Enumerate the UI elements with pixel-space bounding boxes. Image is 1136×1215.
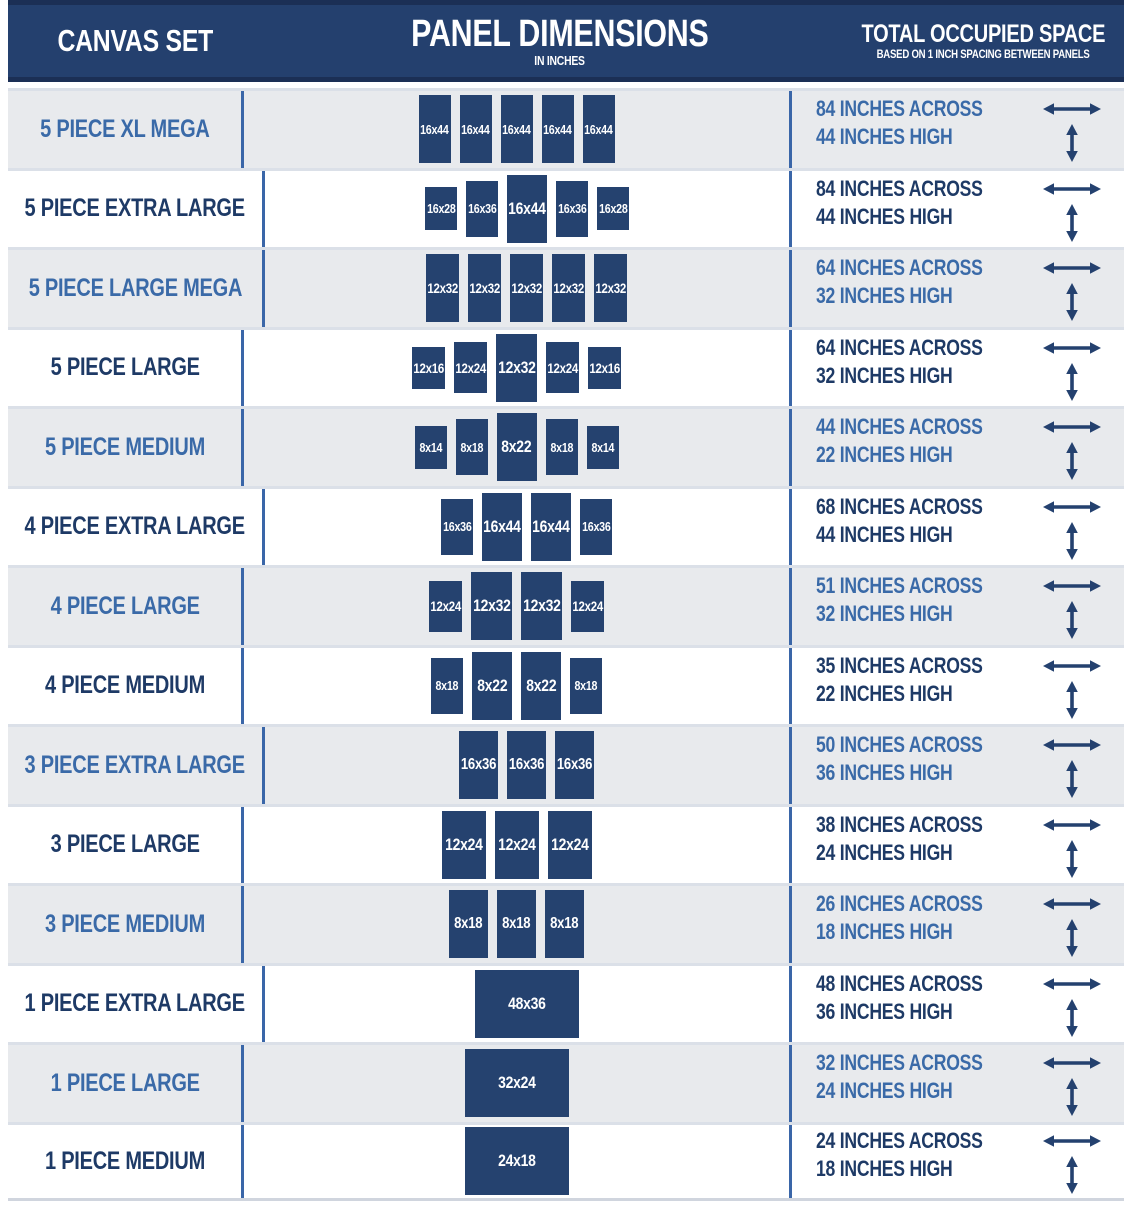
across-text: 50 INCHES ACROSS <box>815 732 983 758</box>
canvas-panel <box>497 890 536 958</box>
panel-size-label: 12x24 <box>497 834 536 854</box>
canvas-panel <box>501 95 533 163</box>
canvas-panel <box>594 254 627 322</box>
panel-size-label: 12x32 <box>511 280 543 297</box>
table-row <box>8 883 1124 963</box>
panel-size-label: 12x16 <box>589 359 620 376</box>
vertical-arrow-icon <box>1024 1156 1120 1194</box>
high-text: 36 INCHES HIGH <box>815 998 953 1024</box>
canvas-panel <box>465 1127 569 1195</box>
across-text: 84 INCHES ACROSS <box>815 175 983 201</box>
canvas-panel <box>441 499 473 555</box>
across-text: 51 INCHES ACROSS <box>815 573 983 599</box>
high-text: 24 INCHES HIGH <box>815 839 953 865</box>
vertical-arrow-icon <box>1024 840 1120 878</box>
row-label: 1 PIECE MEDIUM <box>44 1146 205 1175</box>
table-row <box>8 486 1124 566</box>
across-text: 84 INCHES ACROSS <box>815 96 983 122</box>
canvas-panel <box>465 1049 569 1117</box>
row-label: 4 PIECE LARGE <box>50 591 200 620</box>
row-label: 5 PIECE XL MEGA <box>40 114 210 143</box>
vertical-arrow-icon <box>1024 124 1120 162</box>
table-row <box>8 645 1124 725</box>
vertical-arrow-icon <box>1024 363 1120 401</box>
panel-size-label: 8x22 <box>477 675 508 695</box>
canvas-panel <box>510 254 543 322</box>
canvas-panel <box>497 413 537 481</box>
occupied-space-cell <box>789 886 1124 963</box>
panel-area <box>241 409 788 486</box>
table-row <box>8 247 1124 327</box>
table-row <box>8 1042 1124 1122</box>
panel-size-label: 8x18 <box>454 915 483 933</box>
panel-size-label: 16x36 <box>509 756 545 774</box>
panel-size-label: 16x44 <box>532 516 571 536</box>
panel-size-label: 16x36 <box>557 201 587 217</box>
size-chart <box>8 0 1124 1201</box>
horizontal-arrow-icon <box>1024 494 1120 520</box>
high-text: 44 INCHES HIGH <box>815 203 953 229</box>
canvas-panel <box>571 581 604 632</box>
row-label-cell <box>8 489 262 566</box>
panel-size-label: 8x18 <box>460 439 483 455</box>
total-space-subtitle: BASED ON 1 INCH SPACING BETWEEN PANELS <box>877 47 1090 61</box>
panel-size-label: 8x18 <box>550 439 573 455</box>
row-label: 1 PIECE EXTRA LARGE <box>24 989 246 1018</box>
panel-size-label: 8x18 <box>574 678 598 694</box>
panel-size-label: 16x44 <box>584 121 613 137</box>
panel-size-label: 12x16 <box>413 359 444 376</box>
canvas-panel <box>548 811 592 879</box>
canvas-panel <box>587 426 619 469</box>
column-header-panel-dimensions <box>262 5 857 77</box>
canvas-panel <box>426 254 459 322</box>
panel-area <box>262 489 789 566</box>
row-label: 5 PIECE MEDIUM <box>44 432 205 461</box>
canvas-panel <box>442 811 486 879</box>
canvas-panel <box>425 187 457 230</box>
occupied-space-cell <box>789 409 1124 486</box>
row-label: 5 PIECE LARGE MEGA <box>28 273 242 302</box>
vertical-arrow-icon <box>1024 760 1120 798</box>
vertical-arrow-icon <box>1024 919 1120 957</box>
panel-size-label: 12x24 <box>550 834 589 854</box>
panel-area <box>262 171 789 248</box>
panel-size-label: 12x32 <box>522 596 561 616</box>
occupied-space-cell <box>789 1125 1124 1199</box>
panel-size-label: 16x36 <box>467 201 497 217</box>
panel-size-label: 8x22 <box>501 437 532 457</box>
row-label-cell <box>8 250 262 327</box>
panel-size-label: 8x22 <box>526 675 557 695</box>
vertical-arrow-icon <box>1024 522 1120 560</box>
canvas-panel <box>471 572 512 640</box>
canvas-panel <box>495 811 539 879</box>
high-text: 44 INCHES HIGH <box>815 521 953 547</box>
horizontal-arrow-icon <box>1024 1050 1120 1076</box>
panel-size-label: 16x44 <box>483 516 522 536</box>
canvas-panel <box>460 95 492 163</box>
panel-size-label: 12x32 <box>427 280 459 297</box>
panel-size-label: 32x24 <box>497 1073 536 1093</box>
panel-size-label: 16x44 <box>502 121 531 137</box>
across-text: 68 INCHES ACROSS <box>815 493 983 519</box>
vertical-arrow-icon <box>1024 999 1120 1037</box>
table-header <box>8 0 1124 82</box>
canvas-panel <box>570 658 602 714</box>
panel-size-label: 16x36 <box>443 519 472 535</box>
row-label-cell <box>8 966 262 1043</box>
panel-size-label: 8x14 <box>591 439 614 455</box>
panel-size-label: 12x32 <box>553 280 585 297</box>
across-text: 64 INCHES ACROSS <box>815 255 983 281</box>
panel-size-label: 8x18 <box>550 915 579 933</box>
panel-area <box>241 648 788 725</box>
row-label-cell <box>8 727 262 804</box>
panel-area <box>241 1045 788 1122</box>
row-label-cell <box>8 409 241 486</box>
horizontal-arrow-icon <box>1024 573 1120 599</box>
table-body <box>8 88 1124 1201</box>
high-text: 18 INCHES HIGH <box>815 1156 953 1182</box>
vertical-arrow-icon <box>1024 204 1120 242</box>
table-row <box>8 88 1124 168</box>
panel-size-label: 12x24 <box>547 359 578 376</box>
panel-size-label: 12x24 <box>572 598 603 615</box>
occupied-space-cell <box>789 1045 1124 1122</box>
canvas-panel <box>521 652 561 720</box>
canvas-panel <box>466 181 498 237</box>
vertical-arrow-icon <box>1024 1078 1120 1116</box>
row-label: 5 PIECE EXTRA LARGE <box>24 194 246 223</box>
canvas-panel <box>449 890 488 958</box>
panel-area <box>241 330 788 407</box>
panel-size-label: 16x28 <box>426 201 456 217</box>
column-header-canvas-set <box>8 5 262 77</box>
panel-size-label: 16x44 <box>508 198 546 218</box>
vertical-arrow-icon <box>1024 601 1120 639</box>
canvas-panel <box>580 499 612 555</box>
panel-size-label: 12x32 <box>497 357 536 377</box>
panel-size-label: 12x32 <box>595 280 627 297</box>
panel-size-label: 16x36 <box>461 756 497 774</box>
table-row <box>8 565 1124 645</box>
horizontal-arrow-icon <box>1024 891 1120 917</box>
vertical-arrow-icon <box>1024 283 1120 321</box>
across-text: 48 INCHES ACROSS <box>815 970 983 996</box>
occupied-space-cell <box>789 807 1124 884</box>
row-label-cell <box>8 648 241 725</box>
table-row <box>8 327 1124 407</box>
occupied-space-cell <box>789 171 1124 248</box>
panel-size-label: 16x28 <box>598 201 628 217</box>
canvas-panel <box>472 652 512 720</box>
canvas-panel <box>454 342 487 393</box>
panel-area <box>241 568 788 645</box>
horizontal-arrow-icon <box>1024 414 1120 440</box>
table-row <box>8 406 1124 486</box>
occupied-space-cell <box>789 250 1124 327</box>
canvas-panel <box>431 658 463 714</box>
canvas-panel <box>546 342 579 393</box>
panel-area <box>262 727 789 804</box>
panel-size-label: 16x44 <box>420 121 449 137</box>
high-text: 18 INCHES HIGH <box>815 919 953 945</box>
row-label-cell <box>8 171 262 248</box>
row-label: 1 PIECE LARGE <box>50 1068 200 1097</box>
across-text: 26 INCHES ACROSS <box>815 891 983 917</box>
row-label-cell <box>8 91 241 168</box>
canvas-panel <box>482 493 522 561</box>
canvas-panel <box>597 187 629 230</box>
across-text: 35 INCHES ACROSS <box>815 652 983 678</box>
canvas-panel <box>521 572 562 640</box>
vertical-arrow-icon <box>1024 442 1120 480</box>
canvas-panel <box>415 426 447 469</box>
panel-area <box>241 886 788 963</box>
panel-size-label: 16x36 <box>557 756 593 774</box>
panel-size-label: 12x24 <box>455 359 486 376</box>
across-text: 38 INCHES ACROSS <box>815 811 983 837</box>
panel-size-label: 12x32 <box>469 280 501 297</box>
panel-size-label: 16x44 <box>461 121 490 137</box>
horizontal-arrow-icon <box>1024 971 1120 997</box>
panel-area <box>262 966 789 1043</box>
canvas-panel <box>555 731 594 799</box>
table-row <box>8 963 1124 1043</box>
row-label: 4 PIECE MEDIUM <box>44 671 205 700</box>
high-text: 32 INCHES HIGH <box>815 601 953 627</box>
row-label-cell <box>8 886 241 963</box>
canvas-panel <box>412 347 445 389</box>
table-row <box>8 1122 1124 1202</box>
panel-size-label: 8x18 <box>502 915 531 933</box>
occupied-space-cell <box>789 966 1124 1043</box>
table-row <box>8 724 1124 804</box>
canvas-set-title: CANVAS SET <box>57 23 213 58</box>
horizontal-arrow-icon <box>1024 96 1120 122</box>
row-label: 4 PIECE EXTRA LARGE <box>24 512 246 541</box>
high-text: 32 INCHES HIGH <box>815 362 953 388</box>
panel-size-label: 12x32 <box>472 596 511 616</box>
canvas-panel <box>556 181 588 237</box>
panel-size-label: 8x18 <box>435 678 459 694</box>
panel-size-label: 12x24 <box>444 834 483 854</box>
panel-dimensions-title: PANEL DIMENSIONS <box>410 12 709 55</box>
panel-area <box>241 1125 788 1199</box>
row-label: 3 PIECE EXTRA LARGE <box>24 750 246 779</box>
occupied-space-cell <box>789 489 1124 566</box>
row-label-cell <box>8 568 241 645</box>
canvas-panel <box>552 254 585 322</box>
canvas-panel <box>545 890 584 958</box>
canvas-panel <box>507 175 547 243</box>
row-label: 3 PIECE MEDIUM <box>44 909 205 938</box>
panel-size-label: 48x36 <box>508 993 546 1013</box>
occupied-space-cell <box>789 91 1124 168</box>
panel-area <box>241 91 788 168</box>
canvas-panel <box>507 731 546 799</box>
row-label-cell <box>8 1125 241 1199</box>
occupied-space-cell <box>789 330 1124 407</box>
high-text: 22 INCHES HIGH <box>815 442 953 468</box>
horizontal-arrow-icon <box>1024 653 1120 679</box>
canvas-panel <box>496 334 537 402</box>
high-text: 36 INCHES HIGH <box>815 760 953 786</box>
table-row <box>8 804 1124 884</box>
canvas-panel <box>468 254 501 322</box>
row-label: 3 PIECE LARGE <box>50 830 200 859</box>
high-text: 24 INCHES HIGH <box>815 1078 953 1104</box>
panel-size-label: 16x36 <box>582 519 611 535</box>
canvas-panel <box>542 95 574 163</box>
occupied-space-cell <box>789 568 1124 645</box>
high-text: 22 INCHES HIGH <box>815 680 953 706</box>
across-text: 44 INCHES ACROSS <box>815 414 983 440</box>
panel-size-label: 16x44 <box>543 121 572 137</box>
total-space-title: TOTAL OCCUPIED SPACE <box>861 20 1106 48</box>
panel-area <box>262 250 789 327</box>
horizontal-arrow-icon <box>1024 732 1120 758</box>
occupied-space-cell <box>789 648 1124 725</box>
canvas-panel <box>429 581 462 632</box>
across-text: 64 INCHES ACROSS <box>815 334 983 360</box>
row-label: 5 PIECE LARGE <box>50 353 200 382</box>
column-header-total-space <box>857 5 1124 77</box>
high-text: 32 INCHES HIGH <box>815 283 953 309</box>
canvas-panel <box>588 347 621 389</box>
across-text: 32 INCHES ACROSS <box>815 1050 983 1076</box>
panel-area <box>241 807 788 884</box>
vertical-arrow-icon <box>1024 681 1120 719</box>
canvas-panel <box>419 95 451 163</box>
across-text: 24 INCHES ACROSS <box>815 1128 983 1154</box>
high-text: 44 INCHES HIGH <box>815 124 953 150</box>
horizontal-arrow-icon <box>1024 812 1120 838</box>
row-label-cell <box>8 330 241 407</box>
horizontal-arrow-icon <box>1024 1128 1120 1154</box>
panel-size-label: 8x14 <box>419 439 442 455</box>
horizontal-arrow-icon <box>1024 335 1120 361</box>
panel-size-label: 12x24 <box>430 598 461 615</box>
canvas-panel <box>456 419 488 475</box>
canvas-panel <box>583 95 615 163</box>
canvas-panel <box>459 731 498 799</box>
canvas-panel <box>531 493 571 561</box>
panel-dimensions-subtitle: IN INCHES <box>534 52 585 68</box>
row-label-cell <box>8 1045 241 1122</box>
horizontal-arrow-icon <box>1024 255 1120 281</box>
horizontal-arrow-icon <box>1024 176 1120 202</box>
table-row <box>8 168 1124 248</box>
occupied-space-cell <box>789 727 1124 804</box>
row-label-cell <box>8 807 241 884</box>
canvas-panel <box>475 970 579 1038</box>
canvas-panel <box>546 419 578 475</box>
panel-size-label: 24x18 <box>497 1151 536 1171</box>
